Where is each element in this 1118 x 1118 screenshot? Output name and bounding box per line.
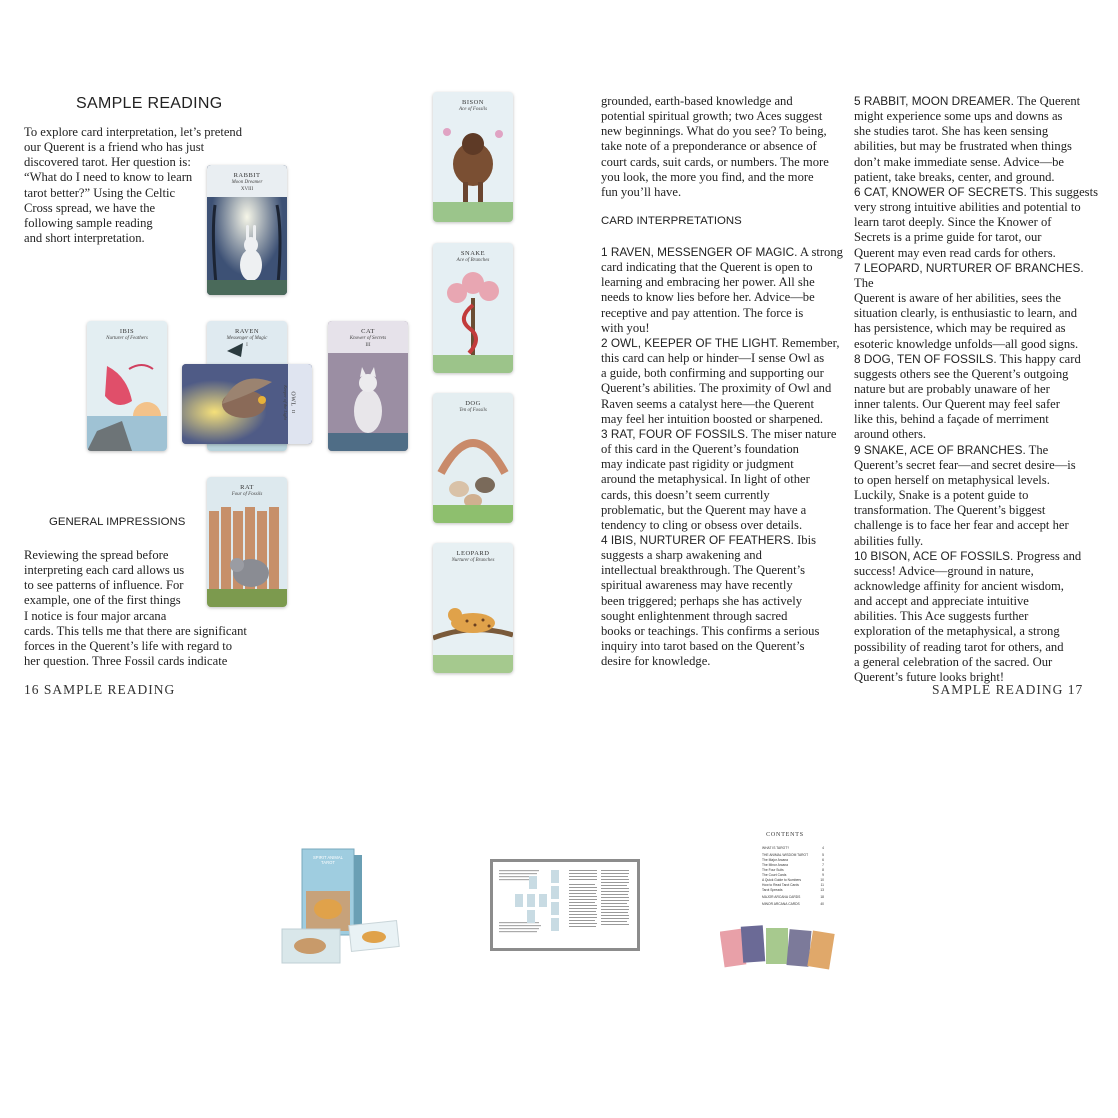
intro-paragraph: To explore card interpretation, let’s pretend our Querent is a friend who has just discovered tarot. Her question is: “What do I need to know to learn tarot better?” Using the Celtic Cross spread, we have the following sample reading and short interpretation. [24,125,243,246]
contents-item: WHAT IS TAROT? 4 [762,846,824,850]
card-number: III [365,343,371,348]
interpretation-entry: 4 IBIS, NURTURER OF FEATHERS. Ibis suggests a sharp awakening and intellectual breakthrough. The Querent’s spiritual awareness may have recently been triggered; perhaps she has actively sought enlightenment through sacred books or teachings. This confirms a serious inquiry into tarot based on the Querent’s desire for knowledge. [601,532,820,669]
contents-item: A Quick Guide to Numbers 10 [762,878,824,882]
contents-item: Tarot Spreads 13 [762,888,824,892]
card-subtitle: Messenger of Magic [226,336,268,341]
contents-item: The Major Arcana 6 [762,858,824,862]
card-name: SNAKE [460,250,486,257]
entry-title: 3 RAT, FOUR OF FOSSILS. [601,426,749,441]
card-subtitle: Ace of Branches [456,258,490,263]
thumbnail-sample-reading-selected[interactable] [490,859,640,951]
interpretation-entry: 5 RABBIT, MOON DREAMER. The Querent might experience some ups and downs as she studies tarot. She has keen sensing abilities, but may be frustrated when things don’t make immediate sense. Advice—be patient, take breaks, center, and ground. [854,94,1081,184]
entry-title: 10 BISON, ACE OF FOSSILS. [854,548,1014,563]
general-impressions-heading: GENERAL IMPRESSIONS [49,516,186,528]
entry-title: 7 LEOPARD, NURTURER OF BRANCHES. [854,260,1084,275]
entry-title: 5 RABBIT, MOON DREAMER. [854,94,1014,108]
contents-cards-image [720,922,850,972]
card-subtitle: Four of Fossils [231,492,263,497]
interpretation-entry: 8 DOG, TEN OF FOSSILS. This happy card suggests others see the Querent’s outgoing nature but are probably unaware of her inner talents. Our Querent may feel safer like this, behind a façade of merriment around others. [854,351,1081,442]
entry-title: 8 DOG, TEN OF FOSSILS. [854,351,997,366]
left-page-footer: 16 SAMPLE READING [24,682,176,697]
interpretations-list-right [854,94,1099,685]
card-name: LEOPARD [456,550,490,557]
contents-item: MAJOR ARCANA CARDS 18 [762,895,824,899]
card-name: RABBIT [233,172,261,179]
card-name: DOG [465,400,481,407]
card-number: XVIII [240,187,254,192]
card-name: RAVEN [234,328,260,335]
card-cat [328,321,408,451]
contents-item: The Four Suits 8 [762,868,824,872]
card-leopard [433,543,513,673]
card-rat [207,477,287,607]
right-page-footer: SAMPLE READING 17 [932,682,1084,697]
card-name: OWL [289,391,296,407]
entry-title: 1 RAVEN, MESSENGER OF MAGIC. [601,245,798,259]
card-subtitle: Nurturer of Branches [451,558,495,563]
card-subtitle: Keeper of the Light [282,385,288,420]
continuation-paragraph: grounded, earth-based knowledge and potential spiritual growth; two Aces suggest new beginnings. What do you see? To being, take note of a preponderance or absence of court cards, suit cards, or numbers. The more you look, the more you find, and the more fun you’ll have. [601,94,829,199]
interpretation-entry: 10 BISON, ACE OF FOSSILS. Progress and success! Advice—ground in nature, acknowledge affinity for ancient wisdom, and accept and appreciate intuitive abilities. This Ace suggests further exploration of the metaphysical, a strong possibility of reading tarot for others, and a general celebration of the sacred. Our Querent’s future looks bright! [854,548,1082,684]
contents-list [762,846,824,907]
entry-title: 4 IBIS, NURTURER OF FEATHERS. [601,532,794,547]
page-title: SAMPLE READING [76,95,223,112]
card-owl [182,364,312,444]
interpretation-entry: 6 CAT, KNOWER OF SECRETS. This suggests very strong intuitive abilities and potential to learn tarot deeply. Since the Knower of Secrets is a prime guide for tarot, our Querent may even read cards for others. [854,184,1098,260]
card-subtitle: Moon Dreamer [231,180,263,185]
contents-item: MINOR ARCANA CARDS 40 [762,902,824,906]
card-subtitle: Ten of Fossils [459,408,487,413]
card-name: IBIS [119,328,135,335]
interpretation-entry: 7 LEOPARD, NURTURER OF BRANCHES. The Querent is aware of her abilities, sees the situation clearly, is enthusiastic to learn, and has persistence, which may be required as esoteric knowledge unfolds—all good signs. [854,260,1084,351]
card-ibis [87,321,167,451]
interpretations-list-middle [601,245,846,669]
entry-title: 2 OWL, KEEPER OF THE LIGHT. [601,335,779,350]
card-subtitle: Knower of Secrets [349,336,387,341]
card-subtitle: Nurturer of Feathers [106,336,148,341]
card-subtitle: Ace of Fossils [458,107,488,112]
thumbnail-box-set[interactable] [278,843,403,968]
interpretation-entry: 9 SNAKE, ACE OF BRANCHES. The Querent’s secret fear—and secret desire—is to open herself on metaphysical levels. Luckily, Snake is a potent guide to transformation. The Querent’s biggest challenge is to face her fear and accept her abilities fully. [854,442,1076,548]
interpretation-entry: 2 OWL, KEEPER OF THE LIGHT. Remember, this card can help or hinder—I sense Owl as a guide, both confirming and supporting our Querent’s abilities. The proximity of Owl and Raven seems a catalyst here—the Querent may feel her intuition boosted or sharpened. [601,335,840,426]
contents-item: The Court Cards 9 [762,873,824,877]
contents-title: CONTENTS [766,832,804,838]
card-interpretations-heading: CARD INTERPRETATIONS [601,215,742,227]
general-impressions-paragraph: Reviewing the spread before interpreting each card allows us to see patterns of influence. For example, one of the first things I notice is four major arcana cards. This tells me that there are significant forces in the Querent’s life with regard to her question. Three Fossil cards indicate [24,548,247,669]
contents-item: How to Read Tarot Cards 11 [762,883,824,887]
card-bison [433,92,513,222]
card-name: BISON [461,99,484,106]
card-number: I [246,343,248,348]
entry-title: 9 SNAKE, ACE OF BRANCHES. [854,442,1026,457]
thumbnail-contents[interactable] [720,830,850,970]
entry-title: 6 CAT, KNOWER OF SECRETS. [854,184,1027,199]
card-dog [433,393,513,523]
interpretation-entry: 3 RAT, FOUR OF FOSSILS. The miser nature of this card in the Querent’s foundation may indicate past rigidity or judgment around the metaphysical. In light of other cards, this doesn’t seem currently problematic, but the Querent may have a tendency to cling or obsess over details. [601,426,837,532]
card-name: RAT [240,484,254,491]
spread-preview-image [493,862,637,948]
card-name: CAT [361,328,375,335]
contents-item: The Minor Arcana 7 [762,863,824,867]
card-rabbit [207,165,287,295]
contents-item: THE ANIMAL WISDOM TAROT 5 [762,853,824,857]
card-number: II [291,410,296,413]
interpretation-entry: 1 RAVEN, MESSENGER OF MAGIC. A strong card indicating that the Querent is open to learning and embracing her power. All she needs to know lies before her. Advice—be receptive and pay attention. The force is with you! [601,245,843,335]
box-title: SPIRIT ANIMAL TAROT [313,855,343,865]
card-snake [433,243,513,373]
